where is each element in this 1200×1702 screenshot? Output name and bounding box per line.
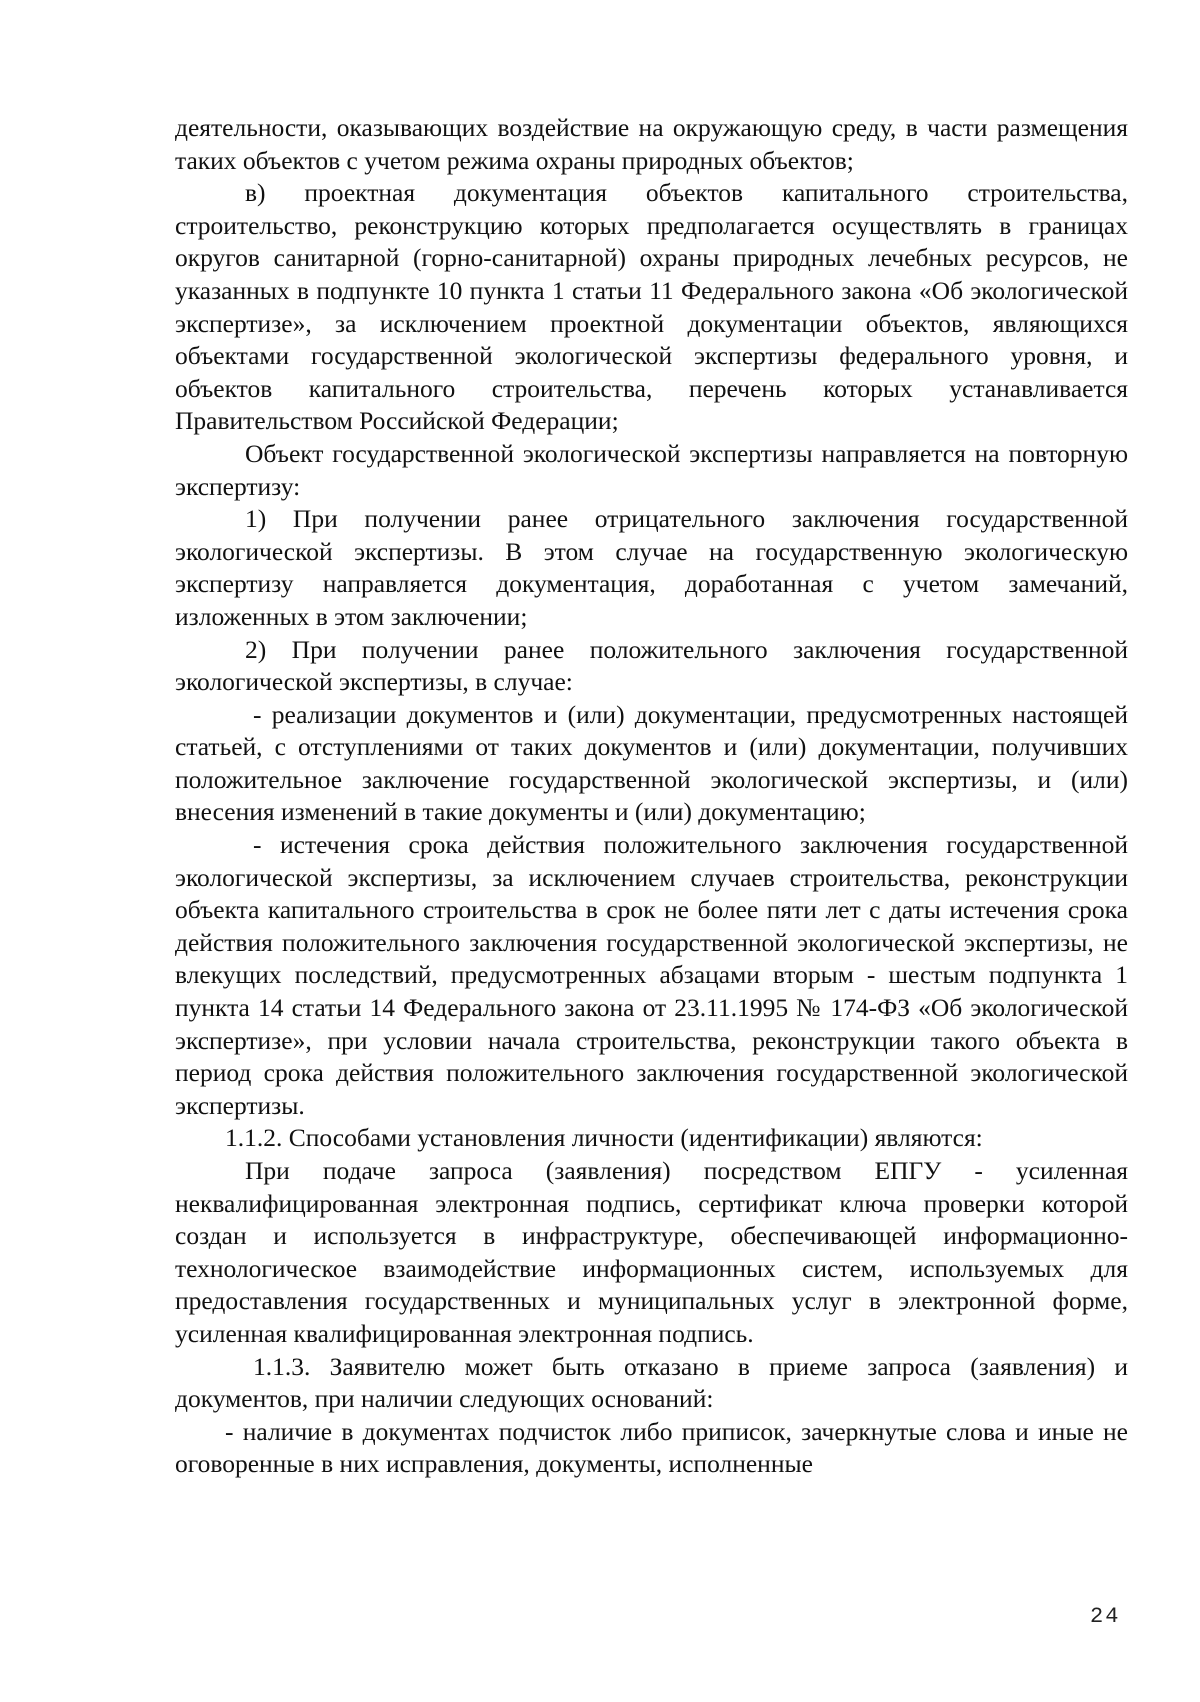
paragraph-dash-erasures: - наличие в документах подчисток либо приписок, зачеркнутые слова и иные не оговоренные в них исправления, документы, исполненные <box>175 1416 1128 1479</box>
paragraph-dash-expiration: - истечения срока действия положительного заключения государственной экологической экспертизы, за исключением случаев строительства, реконструкции объекта капитального строительства в срок не более пяти лет с даты истечения срока действия положительного заключения государственной экологической экспертизы, не влекущих последствий, предусмотренных абзацами вторым - шестым подпункта 1 пункта 14 статьи 14 Федерального закона от 23.11.1995 № 174-ФЗ «Об экологической экспертизе», при условии начала строительства, реконструкции такого объекта в период срока действия положительного заключения государственной экологической экспертизы. <box>175 830 1128 1120</box>
paragraph-item-1: 1) При получении ранее отрицательного заключения государственной экологической экспертизы. В этом случае на государственную экологическую экспертизу направляется документация, доработанная с учетом замечаний, изложенных в этом заключении; <box>175 504 1128 631</box>
paragraph-dash-realization: - реализации документов и (или) документации, предусмотренных настоящей статьей, с отступлениями от таких документов и (или) документации, получивших положительное заключение государственной экологической экспертизы, и (или) внесения изменений в такие документы и (или) документацию; <box>175 699 1128 827</box>
page-number: 24 <box>1090 1604 1121 1629</box>
paragraph-epgu: При подаче запроса (заявления) посредством ЕПГУ - усиленная неквалифицированная электронная подпись, сертификат ключа проверки которой создан и используется в инфраструктуре, обеспечивающей информационно-технологическое взаимодействие информационных систем, используемых для предоставления государственных и муниципальных услуг в электронной форме, усиленная квалифицированная электронная подпись. <box>175 1156 1128 1348</box>
paragraph-item-v: в) проектная документация объектов капитального строительства, строительство, реконструкцию которых предполагается осуществлять в границах округов санитарной (горно-санитарной) охраны природных лечебных ресурсов, не указанных в подпункте 10 пункта 1 статьи 11 Федерального закона «Об экологической экспертизе», за исключением проектной документации объектов, являющихся объектами государственной экологической экспертизы федерального уровня, и объектов капитального строительства, перечень которых устанавливается Правительством Российской Федерации; <box>175 178 1128 436</box>
paragraph-item-2: 2) При получении ранее положительного заключения государственной экологической экспертизы, в случае: <box>175 634 1128 697</box>
page-body <box>175 112 1128 1481</box>
paragraph-repeat-expertise: Объект государственной экологической экспертизы направляется на повторную экспертизу: <box>175 438 1128 501</box>
paragraph-1-1-3: 1.1.3. Заявителю может быть отказано в приеме запроса (заявления) и документов, при наличии следующих оснований: <box>175 1351 1128 1414</box>
paragraph-1-1-2: 1.1.2. Способами установления личности (идентификации) являются: <box>225 1123 983 1153</box>
paragraph-continuation: деятельности, оказывающих воздействие на окружающую среду, в части размещения таких объектов с учетом режима охраны природных объектов; <box>175 113 1128 175</box>
